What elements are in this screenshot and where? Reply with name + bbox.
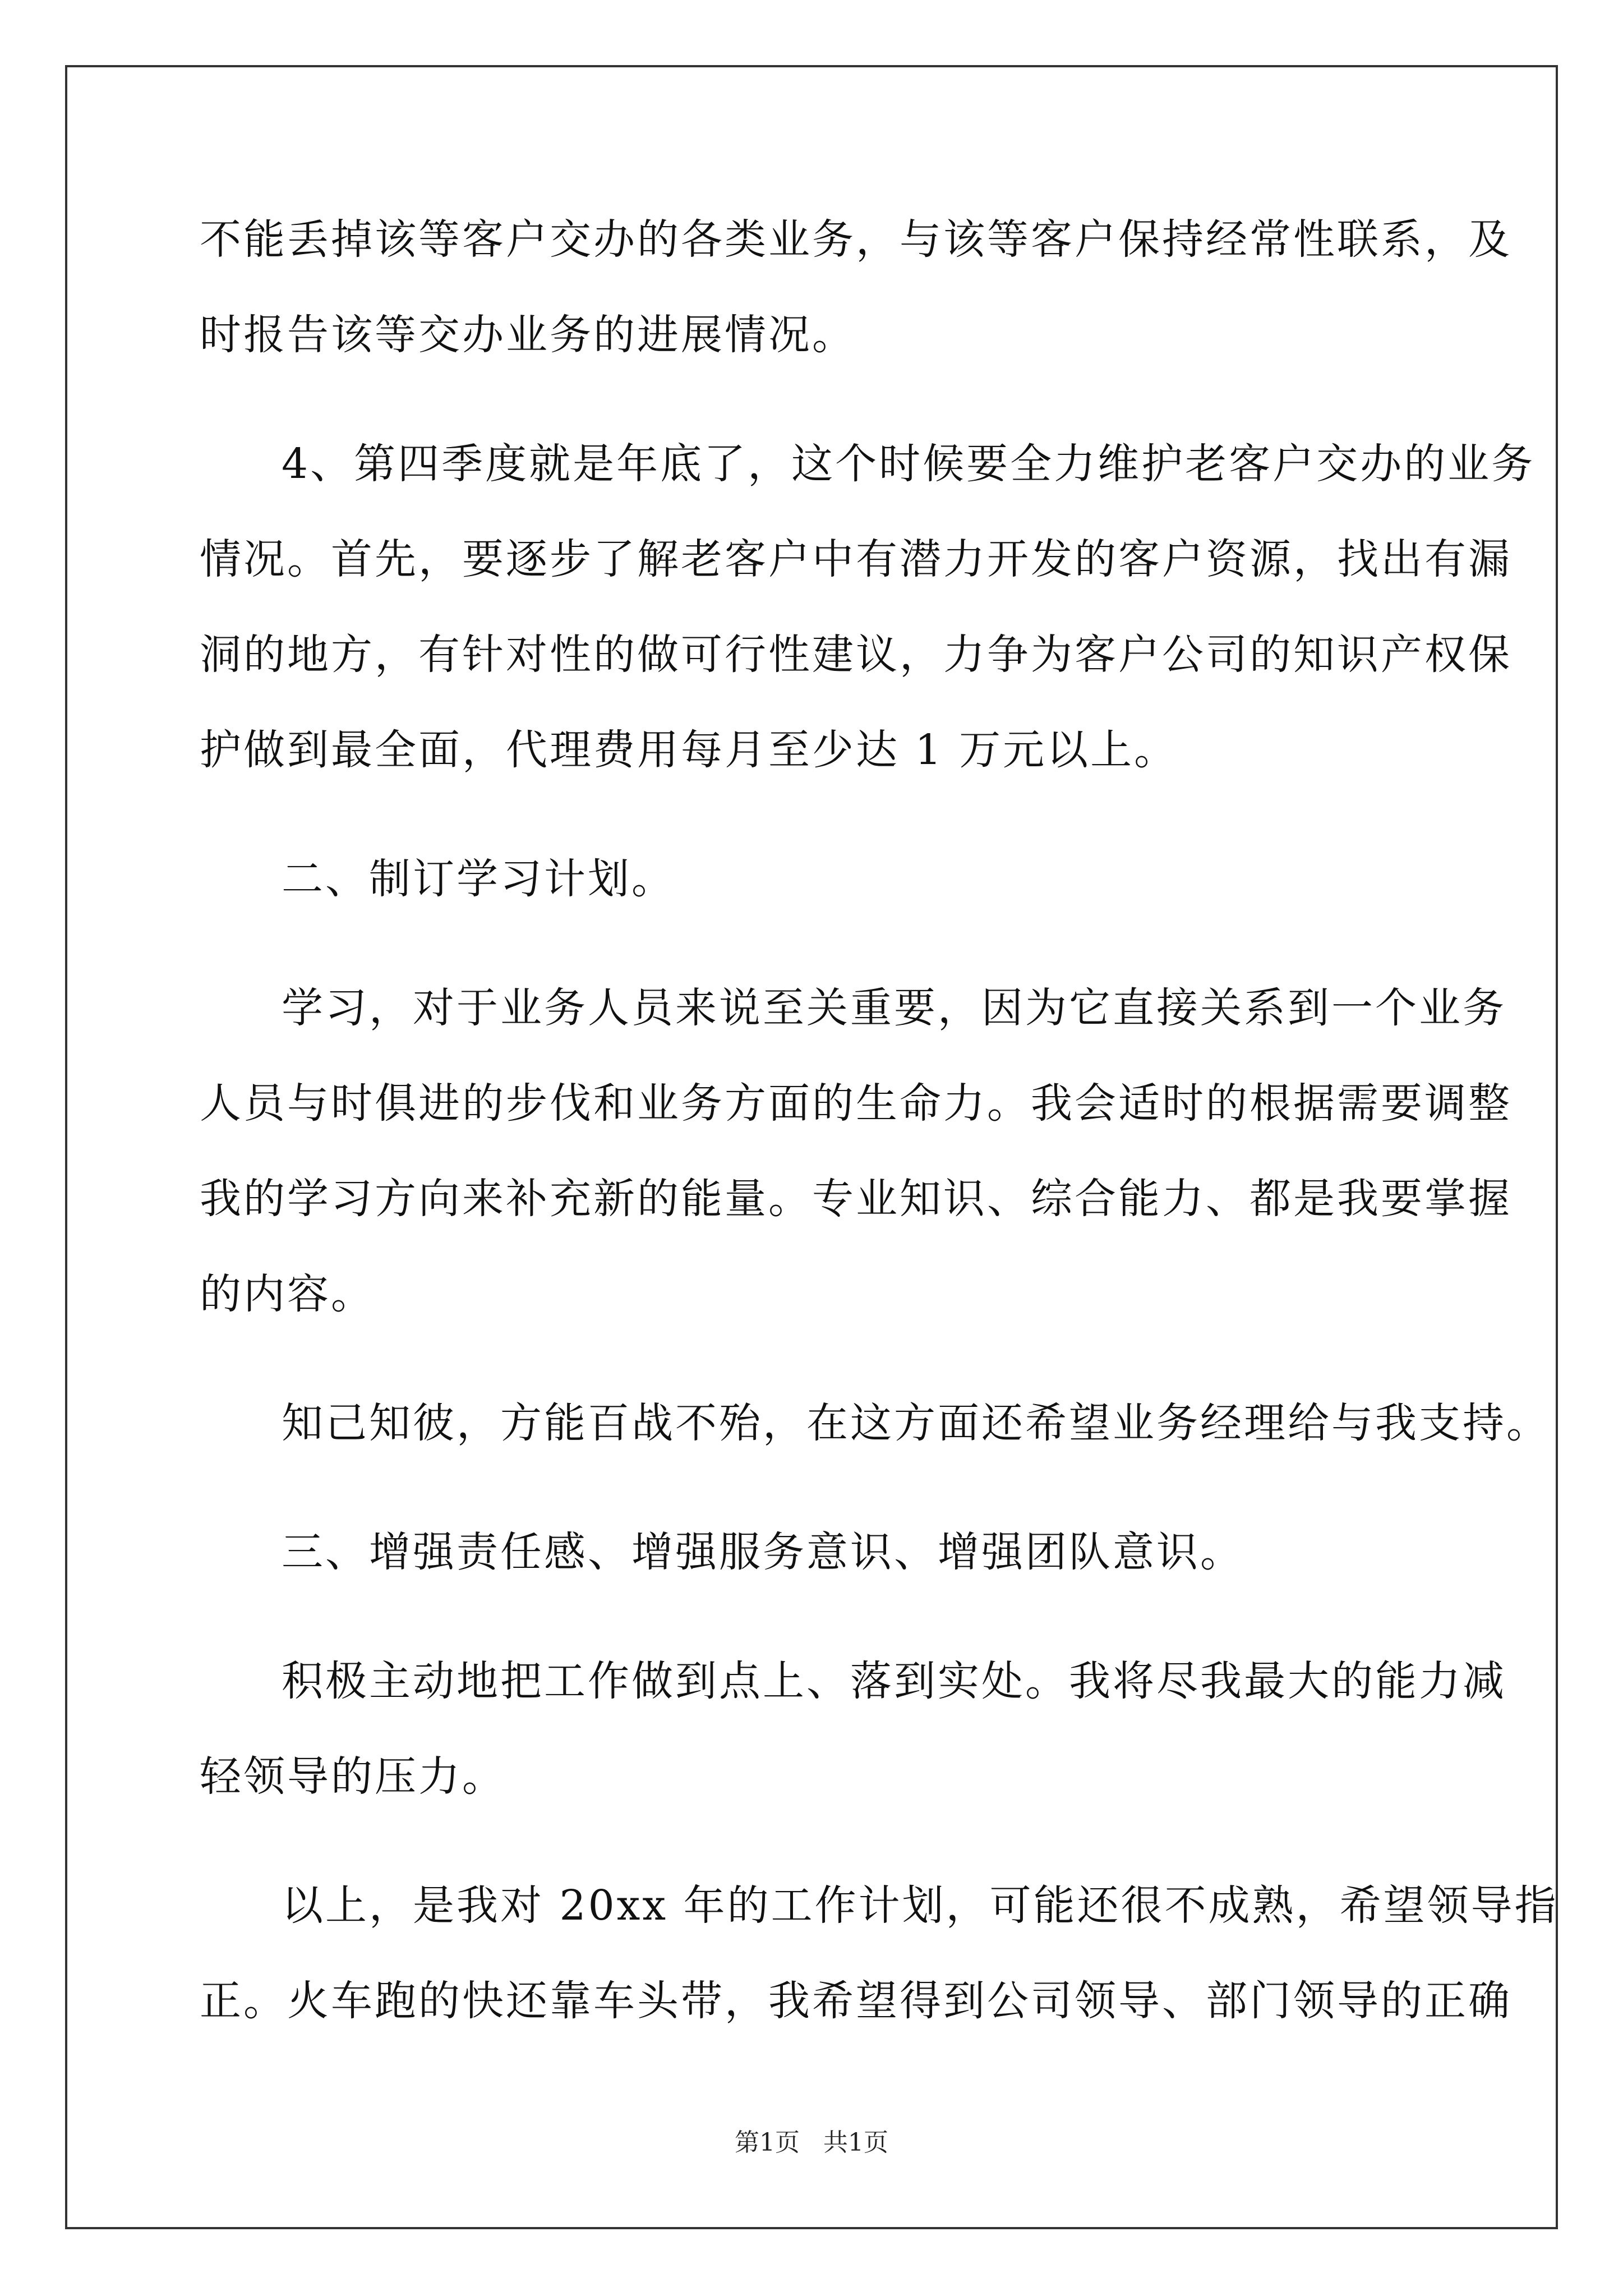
text-line: 学习，对于业务人员来说至关重要，因为它直接关系到一个业务 (282, 984, 1506, 1032)
text-line: 不能丢掉该等客户交办的各类业务，与该等客户保持经常性联系，及 (200, 215, 1512, 264)
text-line: 人员与时俱进的步伐和业务方面的生命力。我会适时的根据需要调整 (200, 1079, 1512, 1128)
text-line: 情况。首先，要逐步了解老客户中有潜力开发的客户资源，找出有漏 (200, 535, 1512, 583)
text-line: 以上，是我对 20xx 年的工作计划，可能还很不成熟，希望领导指 (282, 1881, 1559, 1930)
page-number-footer: 第1页 共1页 (735, 2128, 888, 2157)
section-heading: 三、增强责任感、增强服务意识、增强团队意识。 (282, 1528, 1244, 1576)
text-line: 我的学习方向来补充新的能量。专业知识、综合能力、都是我要掌握 (200, 1175, 1512, 1223)
text-line: 的内容。 (200, 1270, 375, 1318)
text-line: 4、第四季度就是年底了，这个时候要全力维护老客户交办的业务 (282, 440, 1536, 488)
section-heading: 二、制订学习计划。 (282, 855, 675, 903)
text-line: 正。火车跑的快还靠车头带，我希望得到公司领导、部门领导的正确 (200, 1977, 1512, 2025)
text-line: 积极主动地把工作做到点上、落到实处。我将尽我最大的能力减 (282, 1657, 1506, 1705)
text-line: 护做到最全面，代理费用每月至少达 1 万元以上。 (200, 726, 1178, 774)
text-line: 知己知彼，方能百战不殆，在这方面还希望业务经理给与我支持。 (282, 1399, 1550, 1447)
text-line: 轻领导的压力。 (200, 1752, 506, 1801)
text-line: 洞的地方，有针对性的做可行性建议，力争为客户公司的知识产权保 (200, 631, 1512, 679)
text-line: 时报告该等交办业务的进展情况。 (200, 311, 856, 359)
